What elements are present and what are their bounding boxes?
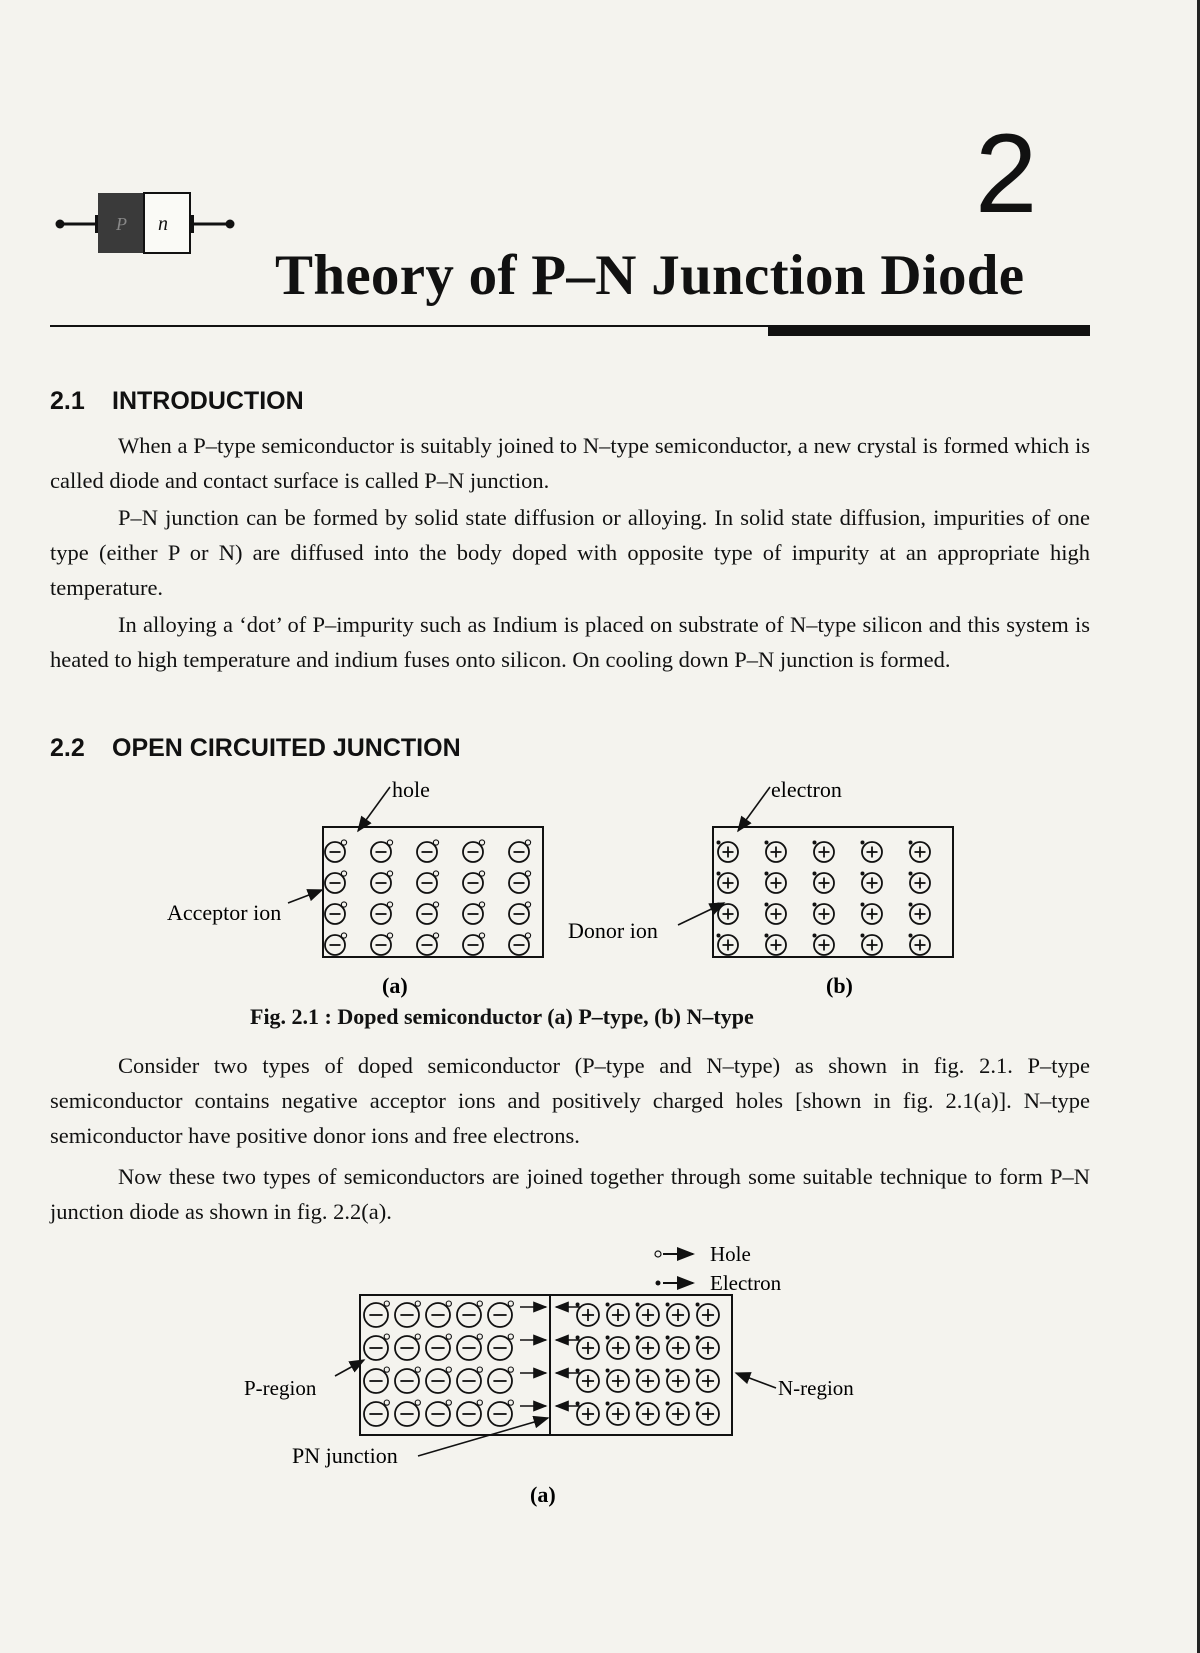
hole-legend-icon	[655, 1251, 661, 1257]
acceptor-ion-icon	[325, 840, 347, 862]
section-heading-open-circuited	[50, 736, 461, 761]
donor-ion-icon	[813, 903, 835, 925]
acceptor-ion-icon	[417, 840, 439, 862]
acceptor-ion-icon	[417, 933, 439, 955]
acceptor-ion-icon	[325, 902, 347, 924]
donor-ion-icon	[717, 872, 739, 894]
donor-ion-icon	[666, 1336, 689, 1359]
hole-label: hole	[392, 777, 430, 802]
fig1-sub-a: (a)	[382, 973, 408, 998]
donor-ion-icon	[765, 872, 787, 894]
acceptor-ion-icon	[509, 933, 531, 955]
donor-ion-icon	[861, 841, 883, 863]
acceptor-ion-icon	[371, 871, 393, 893]
donor-ion-icon	[696, 1336, 719, 1359]
acceptor-ion-icon	[325, 871, 347, 893]
acceptor-ion-icon	[509, 840, 531, 862]
pn-junction-label: PN junction	[292, 1443, 398, 1468]
acceptor-ion-icon	[371, 902, 393, 924]
section-title: INTRODUCTION	[112, 387, 304, 415]
section-title: OPEN CIRCUITED JUNCTION	[112, 734, 461, 762]
donor-ion-icon	[606, 1336, 629, 1359]
acceptor-ion-icon	[395, 1301, 420, 1327]
electron-legend-icon	[656, 1281, 661, 1286]
figure-2-2a	[230, 1240, 930, 1520]
acceptor-ion-icon	[457, 1367, 482, 1393]
section-number: 2.1	[50, 387, 85, 415]
donor-ion-icon	[765, 903, 787, 925]
donor-ion-label: Donor ion	[568, 918, 658, 943]
acceptor-ion-icon	[371, 933, 393, 955]
paragraph: Consider two types of doped semiconductor (P–type and N–type) as shown in fig. 2.1. P–type semiconductor contains negative acceptor ions and positively charged holes [shown in fig. 2.1(a)]. N–type semiconductor have positive donor ions and free electrons.	[50, 1053, 1090, 1148]
acceptor-ion-icon	[371, 840, 393, 862]
acceptor-ion-icon	[417, 902, 439, 924]
body-text	[50, 1048, 1090, 1229]
acceptor-ion-icon	[463, 840, 485, 862]
donor-ion-icon	[606, 1303, 629, 1326]
acceptor-ion-icon	[509, 871, 531, 893]
acceptor-ion-icon	[395, 1334, 420, 1360]
donor-ion-icon	[861, 872, 883, 894]
figure-2-1-caption: Fig. 2.1 : Doped semiconductor (a) P–type, (b) N–type	[250, 1004, 754, 1029]
hole-arrow	[358, 787, 390, 831]
acceptor-ion-icon	[426, 1400, 451, 1426]
acceptor-ion-icon	[463, 871, 485, 893]
acceptor-arrow	[288, 890, 322, 903]
logo-p-label: P	[116, 214, 127, 234]
fig2-sub-a: (a)	[530, 1482, 556, 1507]
donor-ion-icon	[696, 1303, 719, 1326]
acceptor-ion-icon	[457, 1301, 482, 1327]
fig1-sub-b: (b)	[826, 973, 853, 998]
acceptor-ion-icon	[488, 1400, 513, 1426]
donor-ion-icon	[606, 1402, 629, 1425]
acceptor-ion-icon	[457, 1400, 482, 1426]
acceptor-ions	[325, 840, 531, 955]
acceptor-ion-icon	[364, 1334, 389, 1360]
p-region-label: P-region	[244, 1376, 317, 1400]
donor-ion-icon	[576, 1369, 599, 1392]
donor-ion-icon	[666, 1303, 689, 1326]
acceptor-ion-icon	[488, 1334, 513, 1360]
junction-ions	[364, 1301, 719, 1426]
legend-electron: Electron	[710, 1271, 782, 1295]
acceptor-ion-icon	[488, 1367, 513, 1393]
acceptor-ion-icon	[463, 933, 485, 955]
diode-logo-icon	[50, 188, 240, 258]
donor-ion-icon	[717, 841, 739, 863]
donor-ion-icon	[696, 1369, 719, 1392]
donor-ion-icon	[606, 1369, 629, 1392]
donor-ion-icon	[813, 841, 835, 863]
donor-ion-icon	[636, 1303, 659, 1326]
acceptor-ion-icon	[364, 1400, 389, 1426]
acceptor-ion-icon	[488, 1301, 513, 1327]
paragraph: Now these two types of semiconductors are joined together through some suitable technique to form P–N junction diode as shown in fig. 2.2(a).	[50, 1164, 1090, 1224]
acceptor-ion-label: Acceptor ion	[167, 900, 282, 925]
donor-ion-icon	[813, 872, 835, 894]
logo-n-label: n	[158, 213, 168, 235]
acceptor-ion-icon	[463, 902, 485, 924]
electron-arrow	[738, 787, 770, 831]
donor-ion-icon	[576, 1303, 599, 1326]
acceptor-ion-icon	[426, 1334, 451, 1360]
acceptor-ion-icon	[509, 902, 531, 924]
chapter-number: 2	[975, 111, 1038, 236]
donor-ion-icon	[576, 1336, 599, 1359]
donor-ion-icon	[717, 934, 739, 956]
donor-ion-icon	[666, 1402, 689, 1425]
pn-junction-arrow	[418, 1418, 548, 1456]
acceptor-ion-icon	[417, 871, 439, 893]
acceptor-ion-icon	[395, 1367, 420, 1393]
acceptor-ion-icon	[364, 1367, 389, 1393]
section-heading-intro	[50, 389, 304, 414]
donor-ion-icon	[666, 1369, 689, 1392]
donor-ion-icon	[861, 903, 883, 925]
donor-ion-icon	[909, 841, 931, 863]
donor-ion-icon	[909, 872, 931, 894]
chapter-title: Theory of P–N Junction Diode	[275, 244, 1025, 307]
donor-ions	[717, 841, 931, 956]
donor-ion-icon	[576, 1402, 599, 1425]
donor-ion-icon	[636, 1402, 659, 1425]
acceptor-ion-icon	[426, 1367, 451, 1393]
paragraph: P–N junction can be formed by solid state diffusion or alloying. In solid state diffusion, impurities of one type (either P or N) are diffused into the body doped with opposite type of impurity at an appropriate high temperature.	[50, 505, 1090, 600]
figure-2-1	[150, 775, 1000, 1035]
n-region-arrow	[736, 1373, 776, 1388]
acceptor-ion-icon	[325, 933, 347, 955]
donor-ion-icon	[696, 1402, 719, 1425]
paragraph: In alloying a ‘dot’ of P–impurity such as Indium is placed on substrate of N–type silicon and this system is heated to high temperature and indium fuses onto silicon. On cooling down P–N junction is formed.	[50, 612, 1090, 672]
paragraph: When a P–type semiconductor is suitably joined to N–type semiconductor, a new crystal is formed which is called diode and contact surface is called P–N junction.	[50, 433, 1090, 493]
donor-arrow	[678, 903, 724, 925]
donor-ion-icon	[636, 1369, 659, 1392]
n-region-label: N-region	[778, 1376, 854, 1400]
legend-hole: Hole	[710, 1242, 751, 1266]
intro-text	[50, 428, 1090, 677]
acceptor-ion-icon	[364, 1301, 389, 1327]
donor-ion-icon	[813, 934, 835, 956]
donor-ion-icon	[861, 934, 883, 956]
acceptor-ion-icon	[457, 1334, 482, 1360]
donor-ion-icon	[636, 1336, 659, 1359]
acceptor-ion-icon	[395, 1400, 420, 1426]
acceptor-ion-icon	[426, 1301, 451, 1327]
donor-ion-icon	[765, 934, 787, 956]
donor-ion-icon	[909, 934, 931, 956]
electron-label: electron	[771, 777, 842, 802]
donor-ion-icon	[909, 903, 931, 925]
section-number: 2.2	[50, 734, 85, 762]
donor-ion-icon	[765, 841, 787, 863]
title-rule-thick	[768, 327, 1090, 336]
